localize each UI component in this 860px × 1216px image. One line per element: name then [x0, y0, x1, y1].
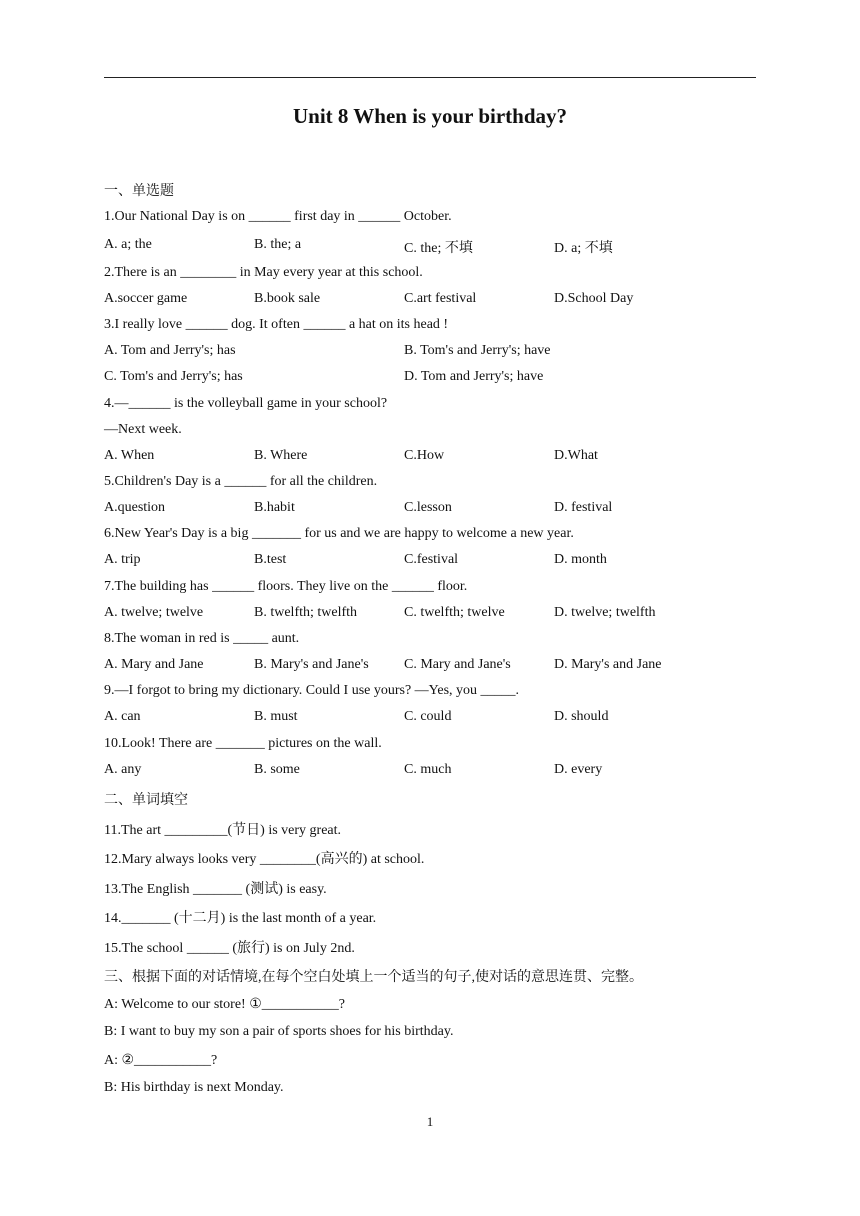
- question-6-stem: 6.New Year's Day is a big _______ for us and we are happy to welcome a new year.: [104, 526, 574, 541]
- page-number: 1: [426, 1114, 434, 1129]
- section-3-heading: 三、根据下面的对话情境,在每个空白处填上一个适当的句子,使对话的意思连贯、完整。: [104, 970, 643, 985]
- fill-item-14: 14._______ (十二月) is the last month of a year.: [104, 911, 377, 926]
- option-a: A. any: [104, 762, 142, 777]
- option-d: D. should: [554, 709, 609, 724]
- option-c: C.How: [404, 448, 445, 463]
- question-4-stem: 4.—______ is the volleyball game in your school?: [104, 396, 388, 411]
- fill-item-12: 12.Mary always looks very ________(高兴的) at school.: [104, 852, 425, 867]
- option-b: B.habit: [254, 500, 295, 515]
- question-9-stem: 9.—I forgot to bring my dictionary. Could I use yours? —Yes, you _____.: [104, 683, 520, 698]
- question-7-stem: 7.The building has ______ floors. They live on the ______ floor.: [104, 579, 468, 594]
- option-d: D. twelve; twelfth: [554, 605, 656, 620]
- dialogue-line-1: A: Welcome to our store! ①___________?: [104, 997, 345, 1012]
- option-b: B. some: [254, 762, 300, 777]
- header-rule: [104, 77, 756, 78]
- question-10-stem: 10.Look! There are _______ pictures on the wall.: [104, 736, 382, 751]
- fill-item-11: 11.The art _________(节日) is very great.: [104, 823, 342, 838]
- option-b: B. Where: [254, 448, 308, 463]
- dialogue-line-2: B: I want to buy my son a pair of sports shoes for his birthday.: [104, 1024, 454, 1039]
- question-8-stem: 8.The woman in red is _____ aunt.: [104, 631, 300, 646]
- option-c: C. Mary and Jane's: [404, 657, 511, 672]
- option-d: D.What: [554, 448, 598, 463]
- option-a: A.question: [104, 500, 166, 515]
- option-c: C.art festival: [404, 291, 477, 306]
- option-a: A. a; the: [104, 237, 152, 252]
- option-a: A. can: [104, 709, 141, 724]
- question-2-stem: 2.There is an ________ in May every year at this school.: [104, 265, 423, 280]
- page-title: Unit 8 When is your birthday?: [292, 104, 568, 128]
- question-3-stem: 3.I really love ______ dog. It often ______ a hat on its head !: [104, 317, 449, 332]
- option-a: A. twelve; twelve: [104, 605, 204, 620]
- option-d: D.School Day: [554, 291, 634, 306]
- option-a: A. Mary and Jane: [104, 657, 204, 672]
- question-1-stem: 1.Our National Day is on ______ first day in ______ October.: [104, 209, 452, 224]
- option-b: B. Mary's and Jane's: [254, 657, 369, 672]
- option-b: B.test: [254, 552, 287, 567]
- option-d: D. Mary's and Jane: [554, 657, 662, 672]
- option-d: D. every: [554, 762, 603, 777]
- option-d: D. a; 不填: [554, 241, 613, 256]
- fill-item-13: 13.The English _______ (测试) is easy.: [104, 882, 327, 897]
- option-c: C. the; 不填: [404, 241, 473, 256]
- option-c: C.lesson: [404, 500, 452, 515]
- option-c: C. Tom's and Jerry's; has: [104, 369, 243, 384]
- option-c: C.festival: [404, 552, 459, 567]
- option-a: A. Tom and Jerry's; has: [104, 343, 236, 358]
- section-1-heading: 一、单选题: [104, 184, 174, 199]
- option-b: B. the; a: [254, 237, 302, 252]
- option-c: C. could: [404, 709, 452, 724]
- dialogue-line-3: A: ②___________?: [104, 1053, 218, 1068]
- fill-item-15: 15.The school ______ (旅行) is on July 2nd.: [104, 941, 355, 956]
- option-d: D. month: [554, 552, 607, 567]
- option-c: C. much: [404, 762, 452, 777]
- option-a: A.soccer game: [104, 291, 188, 306]
- section-2-heading: 二、单词填空: [104, 793, 188, 808]
- question-5-stem: 5.Children's Day is a ______ for all the children.: [104, 474, 378, 489]
- option-d: D. Tom and Jerry's; have: [404, 369, 544, 384]
- option-c: C. twelfth; twelve: [404, 605, 505, 620]
- option-a: A. When: [104, 448, 155, 463]
- option-b: B. must: [254, 709, 298, 724]
- dialogue-line-4: B: His birthday is next Monday.: [104, 1080, 284, 1095]
- option-b: B.book sale: [254, 291, 321, 306]
- option-d: D. festival: [554, 500, 613, 515]
- option-b: B. Tom's and Jerry's; have: [404, 343, 551, 358]
- option-b: B. twelfth; twelfth: [254, 605, 358, 620]
- question-4-stem-reply: —Next week.: [104, 422, 182, 437]
- option-a: A. trip: [104, 552, 141, 567]
